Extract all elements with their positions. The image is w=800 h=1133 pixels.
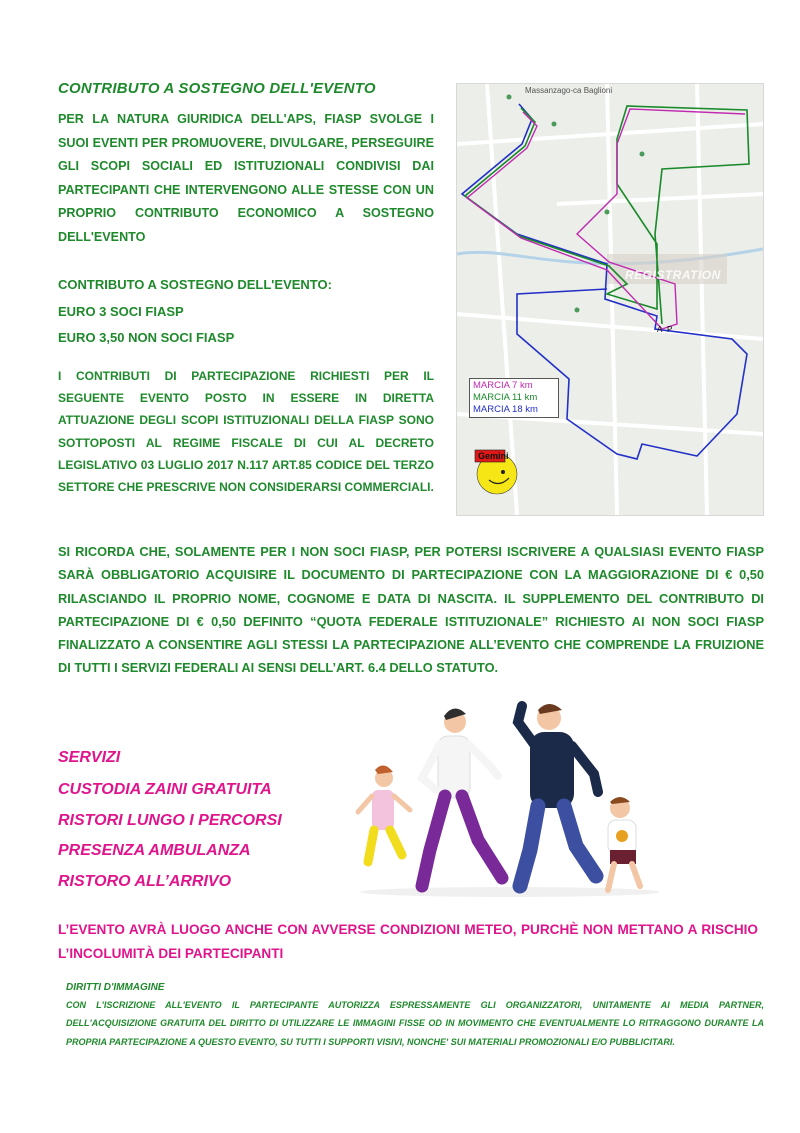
svg-text:P: P: [667, 325, 673, 334]
legend-item-7km: MARCIA 7 km: [473, 380, 533, 391]
image-rights-title: DIRITTI D'IMMAGINE: [66, 982, 165, 993]
price-members: EURO 3 SOCI FIASP: [58, 303, 184, 319]
price-block: [58, 272, 332, 352]
legend-item-11km: MARCIA 11 km: [473, 392, 538, 403]
fiscal-text: I CONTRIBUTI DI PARTECIPAZIONE RICHIESTI PER IL SEGUENTE EVENTO POSTO IN ESSERE IN DIRETTA ATTUAZIONE DEGLI SCOPI ISTITUZIONALI DELLA FIASP SONO SOTTOPOSTI AL REGIME FISCALE DI CUI AL DECRETO LEGISLATIVO 03 LUGLIO 2017 N.117 ART.85 CODICE DEL TERZO SETTORE CHE PRESCRIVE NON CONSIDERARSI COMMERCIALI.: [58, 369, 434, 495]
boy-runner-icon: [608, 797, 640, 890]
contribution-title: CONTRIBUTO A SOSTEGNO DELL'EVENTO: [58, 80, 376, 97]
girl-runner-icon: [358, 765, 410, 862]
legend-item-18km: MARCIA 18 km: [473, 404, 538, 415]
service-item-backpack: CUSTODIA ZAINI GRATUITA: [58, 781, 272, 798]
svg-text:A: A: [657, 325, 663, 334]
service-item-ambulance: PRESENZA AMBULANZA: [58, 842, 251, 859]
gemini-logo: [471, 448, 521, 498]
running-family-illustration: [350, 700, 670, 900]
man-runner-icon: [518, 704, 598, 886]
price-non-members: EURO 3,50 NON SOCI FIASP: [58, 330, 235, 345]
weather-notice: L’EVENTO AVRÀ LUOGO ANCHE CON AVVERSE CONDIZIONI METEO, PURCHÈ NON METTANO A RISCHIO L’INCOLUMITÀ DEI PARTECIPANTI: [58, 922, 758, 961]
contribution-text: PER LA NATURA GIURIDICA DELL'APS, FIASP SVOLGE I SUOI EVENTI PER PROMUOVERE, DIVULGARE, PERSEGUIRE GLI SCOPI SOCIALI ED ISTITUZIONALI CONDIVISI DAI PARTECIPANTI CHE INTERVENGONO ALLE STESSE CON UN PROPRIO CONTRIBUTO ECONOMICO A SOSTEGNO DELL'EVENTO: [58, 112, 434, 244]
service-item-refreshments: RISTORI LUNGO I PERCORSI: [58, 811, 282, 829]
svg-text:Gemini: Gemini: [478, 451, 509, 461]
map-registration-label: REGISTRATION: [625, 268, 721, 282]
services-title: SERVIZI: [58, 749, 121, 766]
route-map: [456, 83, 764, 516]
services-list: [58, 775, 282, 897]
map-town-label: Massanzago-ca Baglioni: [525, 86, 613, 95]
woman-runner-icon: [422, 708, 502, 886]
image-rights-text: CON L'ISCRIZIONE ALL'EVENTO IL PARTECIPANTE AUTORIZZA ESPRESSAMENTE GLI ORGANIZZATORI, UNITAMENTE AI MEDIA PARTNER, DELL'ACQUISIZIONE GRATUITA DEL DIRITTO DI UTILIZZARE LE IMMAGINI FISSE OD IN MOVIMENTO CHE EVENTUALMENTE LO RITRAGGONO DURANTE LA PROPRIA PARTECIPAZIONE A QUESTO EVENTO, SU TUTTI I SUPPORTI VISIVI, NONCHE' SUI MATERIALI PROMOZIONALI E/O PUBBLICITARI.: [66, 1000, 764, 1047]
price-title: CONTRIBUTO A SOSTEGNO DELL'EVENTO:: [58, 277, 332, 292]
non-member-reminder: SI RICORDA CHE, SOLAMENTE PER I NON SOCI FIASP, PER POTERSI ISCRIVERE A QUALSIASI EVENTO FIASP SARÀ OBBLIGATORIO ACQUISIRE IL DOCUMENTO DI PARTECIPAZIONE CON LA MAGGIORAZIONE DI € 0,50 RILASCIANDO IL PROPRIO NOME, COGNOME E DATA DI NASCITA. IL SUPPLEMENTO DEL CONTRIBUTO DI PARTECIPAZIONE DI € 0,50 DEFINITO “QUOTA FEDERALE ISTITUZIONALE” RICHIESTO AI NON SOCI FIASP FINALIZZATO A CONSENTIRE AGLI STESSI LA PARTECIPAZIONE ALL’EVENTO CHE COMPRENDE LA FRUIZIONE DI TUTTI I SERVIZI FEDERALI AI SENSI DELL’ART. 6.4 DELLO STATUTO.: [58, 544, 764, 676]
route-legend: [469, 378, 559, 418]
service-item-arrival: RISTORO ALL’ARRIVO: [58, 872, 232, 890]
